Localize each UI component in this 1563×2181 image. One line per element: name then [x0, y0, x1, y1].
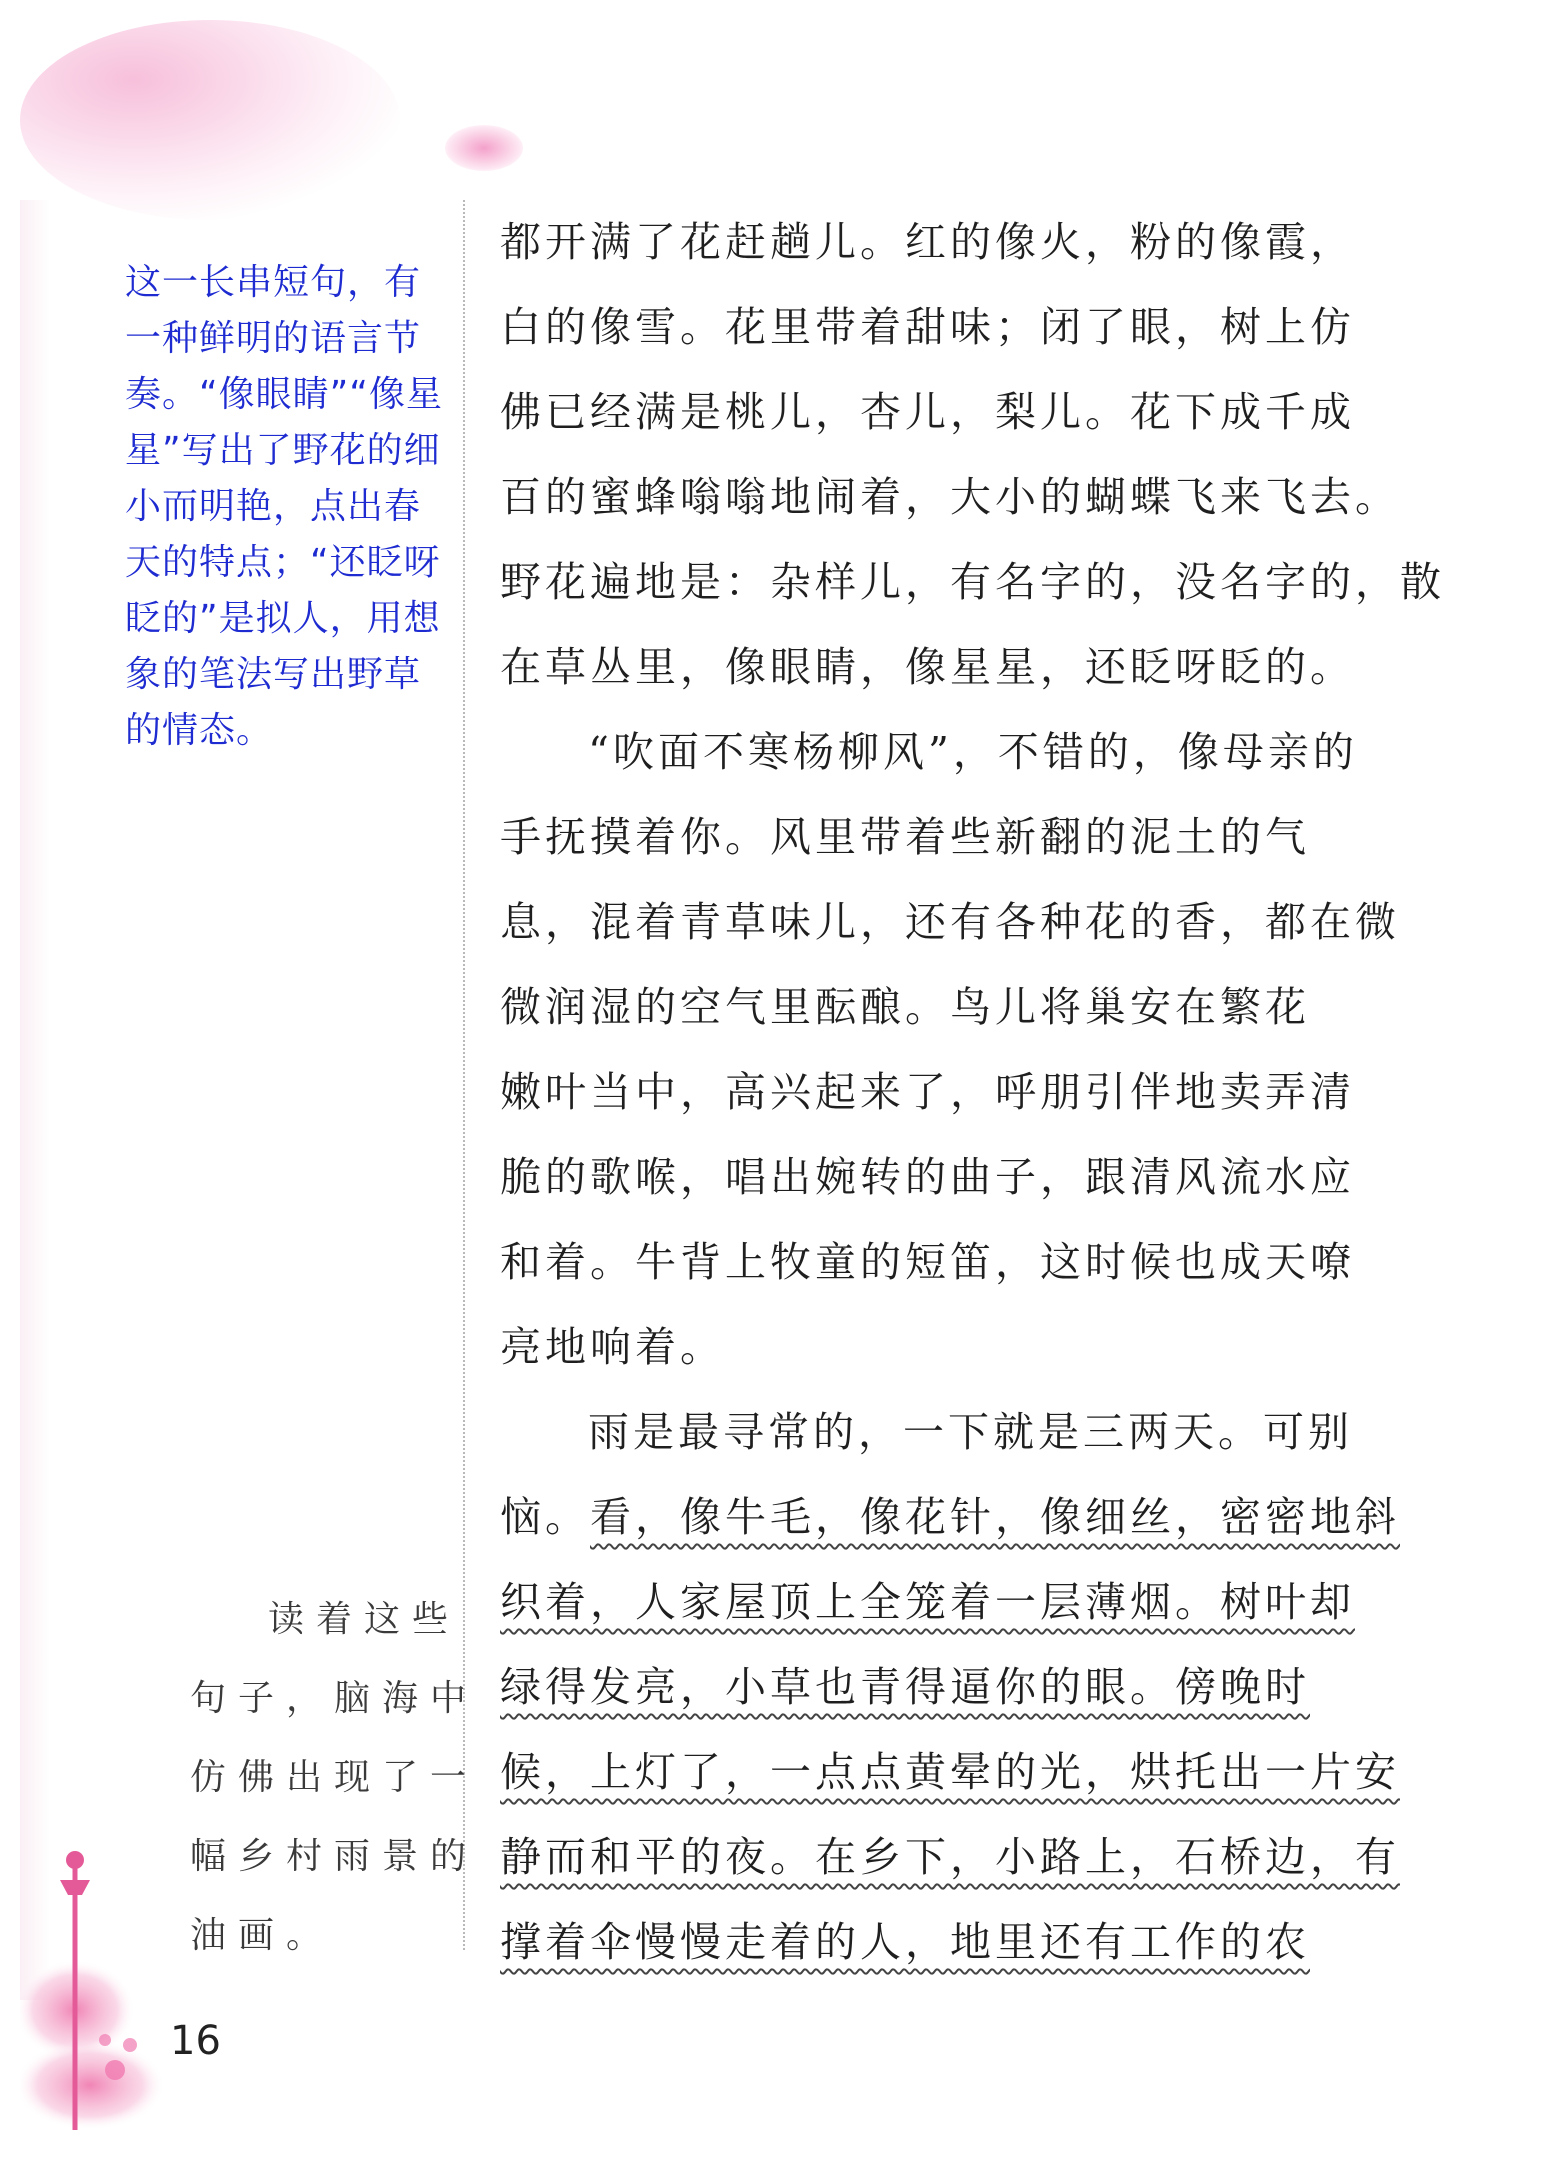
page-number: 16	[170, 2018, 221, 2064]
underlined-text-line: 静而和平的夜。在乡下，小路上，石桥边，有	[500, 1833, 1400, 1881]
text-line: 都开满了花赶趟儿。红的像火，粉的像霞，	[500, 218, 1355, 266]
watercolor-dot	[445, 125, 523, 171]
text-line: 野花遍地是：杂样儿，有名字的，没名字的，散	[500, 558, 1445, 606]
text-segment: 恼。	[500, 1493, 590, 1541]
margin-annotation-gray	[190, 1580, 479, 1975]
text-line: 嫩叶当中，高兴起来了，呼朋引伴地卖弄清	[500, 1068, 1355, 1116]
annotation-line: 仿佛出现了一	[190, 1757, 479, 1798]
text-line: 白的像雪。花里带着甜味；闭了眼，树上仿	[500, 303, 1355, 351]
annotation-line: 油画。	[190, 1915, 335, 1956]
underlined-text-segment: 看，像牛毛，像花针，像细丝，密密地斜	[590, 1493, 1400, 1541]
annotation-line: 句子，脑海中	[190, 1678, 479, 1719]
text-line: 在草丛里，像眼睛，像星星，还眨呀眨的。	[500, 643, 1355, 691]
annotation-line: 这一长串短句，有	[125, 262, 422, 303]
text-line: 和着。牛背上牧童的短笛，这时候也成天嘹	[500, 1238, 1355, 1286]
annotation-line: 读着这些	[268, 1599, 461, 1640]
annotation-line: 眨的”是拟人，用想	[125, 598, 441, 639]
text-line: 雨是最寻常的，一下就是三两天。可别	[588, 1408, 1353, 1456]
text-line: 佛已经满是桃儿，杏儿，梨儿。花下成千成	[500, 388, 1355, 436]
margin-annotation-blue	[125, 255, 465, 759]
underlined-text-line: 候，上灯了，一点点黄晕的光，烘托出一片安	[500, 1748, 1400, 1796]
text-line: 脆的歌喉，唱出婉转的曲子，跟清风流水应	[500, 1153, 1355, 1201]
annotation-line: 幅乡村雨景的	[190, 1836, 479, 1877]
text-line: 微润湿的空气里酝酿。鸟儿将巢安在繁花	[500, 983, 1310, 1031]
text-line: 手抚摸着你。风里带着些新翻的泥土的气	[500, 813, 1310, 861]
text-line: “吹面不寒杨柳风”，不错的，像母亲的	[588, 728, 1358, 776]
watercolor-decoration-top	[20, 20, 400, 220]
body-text	[500, 200, 1445, 1985]
page-edge-tint	[20, 200, 50, 2000]
annotation-line: 星”写出了野花的细	[125, 430, 441, 471]
underlined-text-line: 织着，人家屋顶上全笼着一层薄烟。树叶却	[500, 1578, 1355, 1626]
underlined-text-line: 撑着伞慢慢走着的人，地里还有工作的农	[500, 1918, 1310, 1966]
annotation-line: 天的特点；“还眨呀	[125, 542, 441, 583]
annotation-line: 的情态。	[125, 710, 274, 751]
text-line	[500, 1475, 1400, 1560]
text-line: 息，混着青草味儿，还有各种花的香，都在微	[500, 898, 1400, 946]
text-line: 百的蜜蜂嗡嗡地闹着，大小的蝴蝶飞来飞去。	[500, 473, 1400, 521]
underlined-text-line: 绿得发亮，小草也青得逼你的眼。傍晚时	[500, 1663, 1310, 1711]
annotation-line: 一种鲜明的语言节	[125, 318, 422, 359]
annotation-line: 奏。“像眼睛”“像星	[125, 374, 443, 415]
annotation-line: 小而明艳，点出春	[125, 486, 422, 527]
text-line: 亮地响着。	[500, 1323, 725, 1371]
annotation-line: 象的笔法写出野草	[125, 654, 422, 695]
